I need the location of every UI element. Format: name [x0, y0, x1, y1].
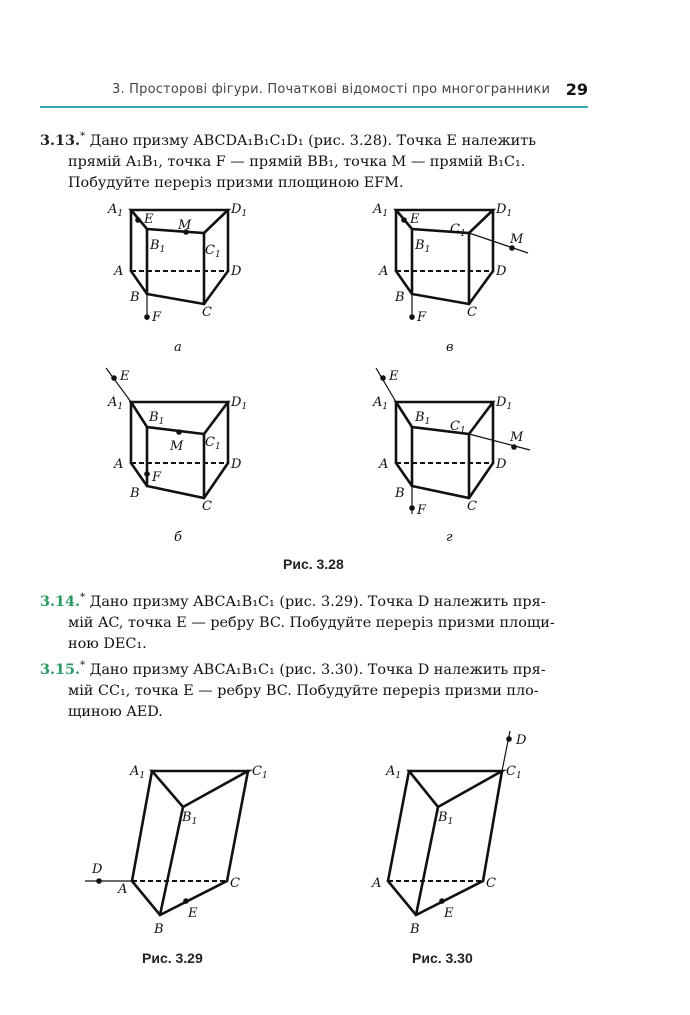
label-d1: $D_1$ — [231, 395, 248, 412]
problem-3-13: 3.13.* Дано призму ABCDA₁B₁C₁D₁ (рис. 3.28). Точка E належить прямій A₁B₁, точка F — прямій BB₁, точка M — прямій B₁C₁. Побудуйте переріз призми площиною EFM. — [40, 126, 536, 194]
label-d: D — [231, 457, 242, 472]
label-b1: $B_1$ — [438, 810, 454, 827]
label-b: B — [130, 486, 140, 501]
label-a1: $A_1$ — [373, 202, 389, 219]
problem-number: 3.15. — [40, 660, 81, 678]
problem-text-line: Дано призму ABCA₁B₁C₁ (рис. 3.29). Точка D належить пря- — [89, 593, 546, 610]
figure-3-28-v — [370, 195, 540, 335]
chapter-title: 3. Просторові фігури. Початкові відомості про многогранники — [112, 82, 551, 97]
label-c: C — [202, 499, 212, 514]
figure-3-29 — [80, 755, 280, 940]
label-b1: $B_1$ — [182, 810, 198, 827]
label-a: A — [372, 876, 382, 891]
label-m: M — [510, 430, 524, 445]
label-b1: $B_1$ — [150, 238, 166, 255]
label-a: A — [114, 457, 124, 472]
label-b: B — [130, 290, 140, 305]
problem-text-line: Дано призму ABCA₁B₁C₁ (рис. 3.30). Точка D належить пря- — [89, 661, 546, 678]
label-b: B — [395, 290, 405, 305]
label-d: D — [496, 457, 507, 472]
label-d: D — [516, 733, 527, 748]
label-a1: $A_1$ — [108, 395, 124, 412]
label-f: F — [417, 310, 427, 325]
figure-sublabel-a: а — [174, 340, 182, 355]
label-a1: $A_1$ — [386, 764, 402, 781]
problem-text-line: Дано призму ABCDA₁B₁C₁D₁ (рис. 3.28). Точка E належить — [89, 132, 537, 149]
problem-number: 3.13. — [40, 131, 81, 149]
figure-3-28-a — [100, 195, 260, 335]
label-e: E — [144, 212, 154, 227]
page-number: 29 — [565, 80, 588, 99]
figure-sublabel-v: в — [446, 340, 454, 355]
problem-3-14: 3.14.* Дано призму ABCA₁B₁C₁ (рис. 3.29). Точка D належить пря- мій AC, точка E — ребру BC. Побудуйте переріз призми площи- ною DEC₁. — [40, 587, 555, 655]
label-c1: $C_1$ — [450, 222, 466, 239]
label-f: F — [152, 470, 162, 485]
label-a: A — [118, 882, 128, 897]
label-a1: $A_1$ — [130, 764, 146, 781]
label-c: C — [467, 305, 477, 320]
label-c1: $C_1$ — [506, 764, 522, 781]
figure-caption-3-30: Рис. 3.30 — [412, 950, 473, 966]
problem-text-line: ною DEC₁. — [68, 635, 147, 652]
label-e: E — [389, 369, 399, 384]
label-c: C — [467, 499, 477, 514]
label-e: E — [410, 212, 420, 227]
problem-text-line: щиною AED. — [68, 703, 163, 720]
problem-3-15: 3.15.* Дано призму ABCA₁B₁C₁ (рис. 3.30). Точка D належить пря- мій CC₁, точка E — ребру BC. Побудуйте переріз призми пло- щиною AED. — [40, 655, 546, 723]
figure-caption-3-28: Рис. 3.28 — [283, 556, 344, 572]
label-e: E — [188, 906, 198, 921]
label-b1: $B_1$ — [149, 410, 165, 427]
label-a: A — [114, 264, 124, 279]
label-d: D — [92, 862, 103, 877]
label-e: E — [120, 369, 130, 384]
problem-text-line: прямій A₁B₁, точка F — прямій BB₁, точка M — прямій B₁C₁. — [68, 153, 526, 170]
label-b: B — [395, 486, 405, 501]
label-d1: $D_1$ — [496, 202, 513, 219]
label-b1: $B_1$ — [415, 410, 431, 427]
label-d: D — [496, 264, 507, 279]
label-a: A — [379, 457, 389, 472]
problem-text-line: мій AC, точка E — ребру BC. Побудуйте переріз призми площи- — [68, 614, 555, 631]
figure-sublabel-g: г — [446, 530, 453, 545]
figure-3-28-b — [100, 362, 260, 522]
label-d1: $D_1$ — [496, 395, 513, 412]
label-m: M — [510, 232, 524, 247]
label-f: F — [417, 503, 427, 518]
label-b: B — [154, 922, 164, 937]
label-c: C — [230, 876, 240, 891]
label-c1: $C_1$ — [205, 435, 221, 452]
problem-number: 3.14. — [40, 592, 81, 610]
label-e: E — [444, 906, 454, 921]
label-m: M — [178, 218, 192, 233]
label-b: B — [410, 922, 420, 937]
figure-sublabel-b: б — [174, 530, 182, 545]
label-d1: $D_1$ — [231, 202, 248, 219]
problem-text-line: Побудуйте переріз призми площиною EFM. — [68, 174, 404, 191]
figure-3-30 — [360, 725, 560, 940]
label-a1: $A_1$ — [373, 395, 389, 412]
label-c1: $C_1$ — [205, 243, 221, 260]
label-m: M — [170, 439, 184, 454]
label-c1: $C_1$ — [252, 764, 268, 781]
figure-3-28-g — [370, 362, 540, 522]
label-c1: $C_1$ — [450, 419, 466, 436]
label-c: C — [202, 305, 212, 320]
label-c: C — [486, 876, 496, 891]
problem-text-line: мій CC₁, точка E — ребру BC. Побудуйте переріз призми пло- — [68, 682, 539, 699]
label-f: F — [152, 310, 162, 325]
label-b1: $B_1$ — [415, 238, 431, 255]
label-d: D — [231, 264, 242, 279]
label-a: A — [379, 264, 389, 279]
label-a1: $A_1$ — [108, 202, 124, 219]
page-header — [40, 78, 588, 104]
figure-caption-3-29: Рис. 3.29 — [142, 950, 203, 966]
header-rule — [40, 106, 588, 108]
